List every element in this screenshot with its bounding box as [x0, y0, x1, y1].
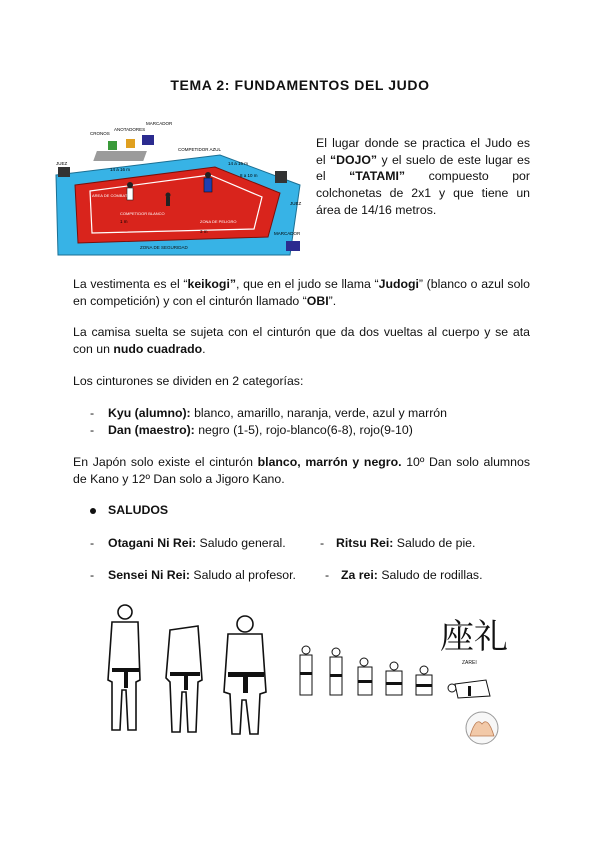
- paragraph-camisa: La camisa suelta se sujeta con el cinturón que da dos vueltas al cuerpo y se ata con un nudo cuadrado.: [73, 325, 530, 356]
- saludo-ritsu: - Ritsu Rei: Saludo de pie.: [320, 536, 476, 550]
- label-marcador-bottom: MARCADOR: [274, 231, 301, 236]
- label-dim-top: 14 a 16 m: [228, 161, 249, 166]
- paragraph-cinturones: Los cinturones se dividen en 2 categorías:: [73, 374, 304, 388]
- page-title: TEMA 2: FUNDAMENTOS DEL JUDO: [170, 77, 430, 93]
- saludo-zarei: - Za rei: Saludo de rodillas.: [325, 568, 483, 582]
- label-zona-peligro: ZONA DE PELIGRO: [200, 219, 237, 224]
- label-marcador-top: MARCADOR: [146, 121, 173, 126]
- label-dim-small-2: 3 m: [200, 229, 208, 234]
- label-dim-left: 14 a 16 m: [110, 167, 131, 172]
- ritsu-rei-illustration: [100, 600, 275, 740]
- label-anotadores: ANOTADORES: [114, 127, 146, 132]
- label-competidor-blanco: COMPETIDOR BLANCO: [120, 211, 165, 216]
- label-dim-right: 8 a 10 m: [240, 173, 258, 178]
- label-competidor-azul: COMPETIDOR AZUL: [178, 147, 222, 152]
- label-juez-right: JUEZ: [290, 201, 302, 206]
- paragraph-vestimenta: La vestimenta es el “keikogi”, que en el judo se llama “Judogi” (blanco o azul solo en competición) y con el cinturón llamado “OBI”.: [73, 277, 530, 308]
- zarei-kanji: 座礼: [440, 618, 508, 656]
- list-item-kyu: - Kyu (alumno): blanco, amarillo, naranja, verde, azul y marrón: [90, 406, 447, 420]
- saludo-sensei: - Sensei Ni Rei: Saludo al profesor.: [90, 568, 296, 582]
- saludos-heading: SALUDOS: [90, 502, 168, 519]
- tatami-diagram: [50, 115, 310, 265]
- label-juez-left: JUEZ: [56, 161, 68, 166]
- bullet-icon: [90, 508, 96, 514]
- saludo-otagani: - Otagani Ni Rei: Saludo general.: [90, 536, 286, 550]
- paragraph-japon: En Japón solo existe el cinturón blanco, marrón y negro. 10º Dan solo alumnos de Kano y 12º Dan solo a Jigoro Kano.: [73, 455, 531, 486]
- za-rei-illustration: [290, 600, 508, 750]
- label-crono: CRONOS: [90, 131, 110, 136]
- intro-paragraph: El lugar donde se practica el Judo es el “DOJO” y el suelo de este lugar es el “TATAMI” compuesto por colchonetas de 2x1 y que tiene un área de 14/16 metros.: [316, 136, 530, 217]
- label-zona-seguridad: ZONA DE SEGURIDAD: [140, 245, 188, 250]
- zarei-caption: ZAREI: [462, 660, 477, 666]
- competitor-blue-figure: [204, 172, 212, 192]
- list-item-dan: - Dan (maestro): negro (1-5), rojo-blanco(6-8), rojo(9-10): [90, 423, 413, 437]
- label-dim-small-1: 1 m: [120, 219, 128, 224]
- label-area-combate: AREA DE COMBATE: [92, 193, 130, 198]
